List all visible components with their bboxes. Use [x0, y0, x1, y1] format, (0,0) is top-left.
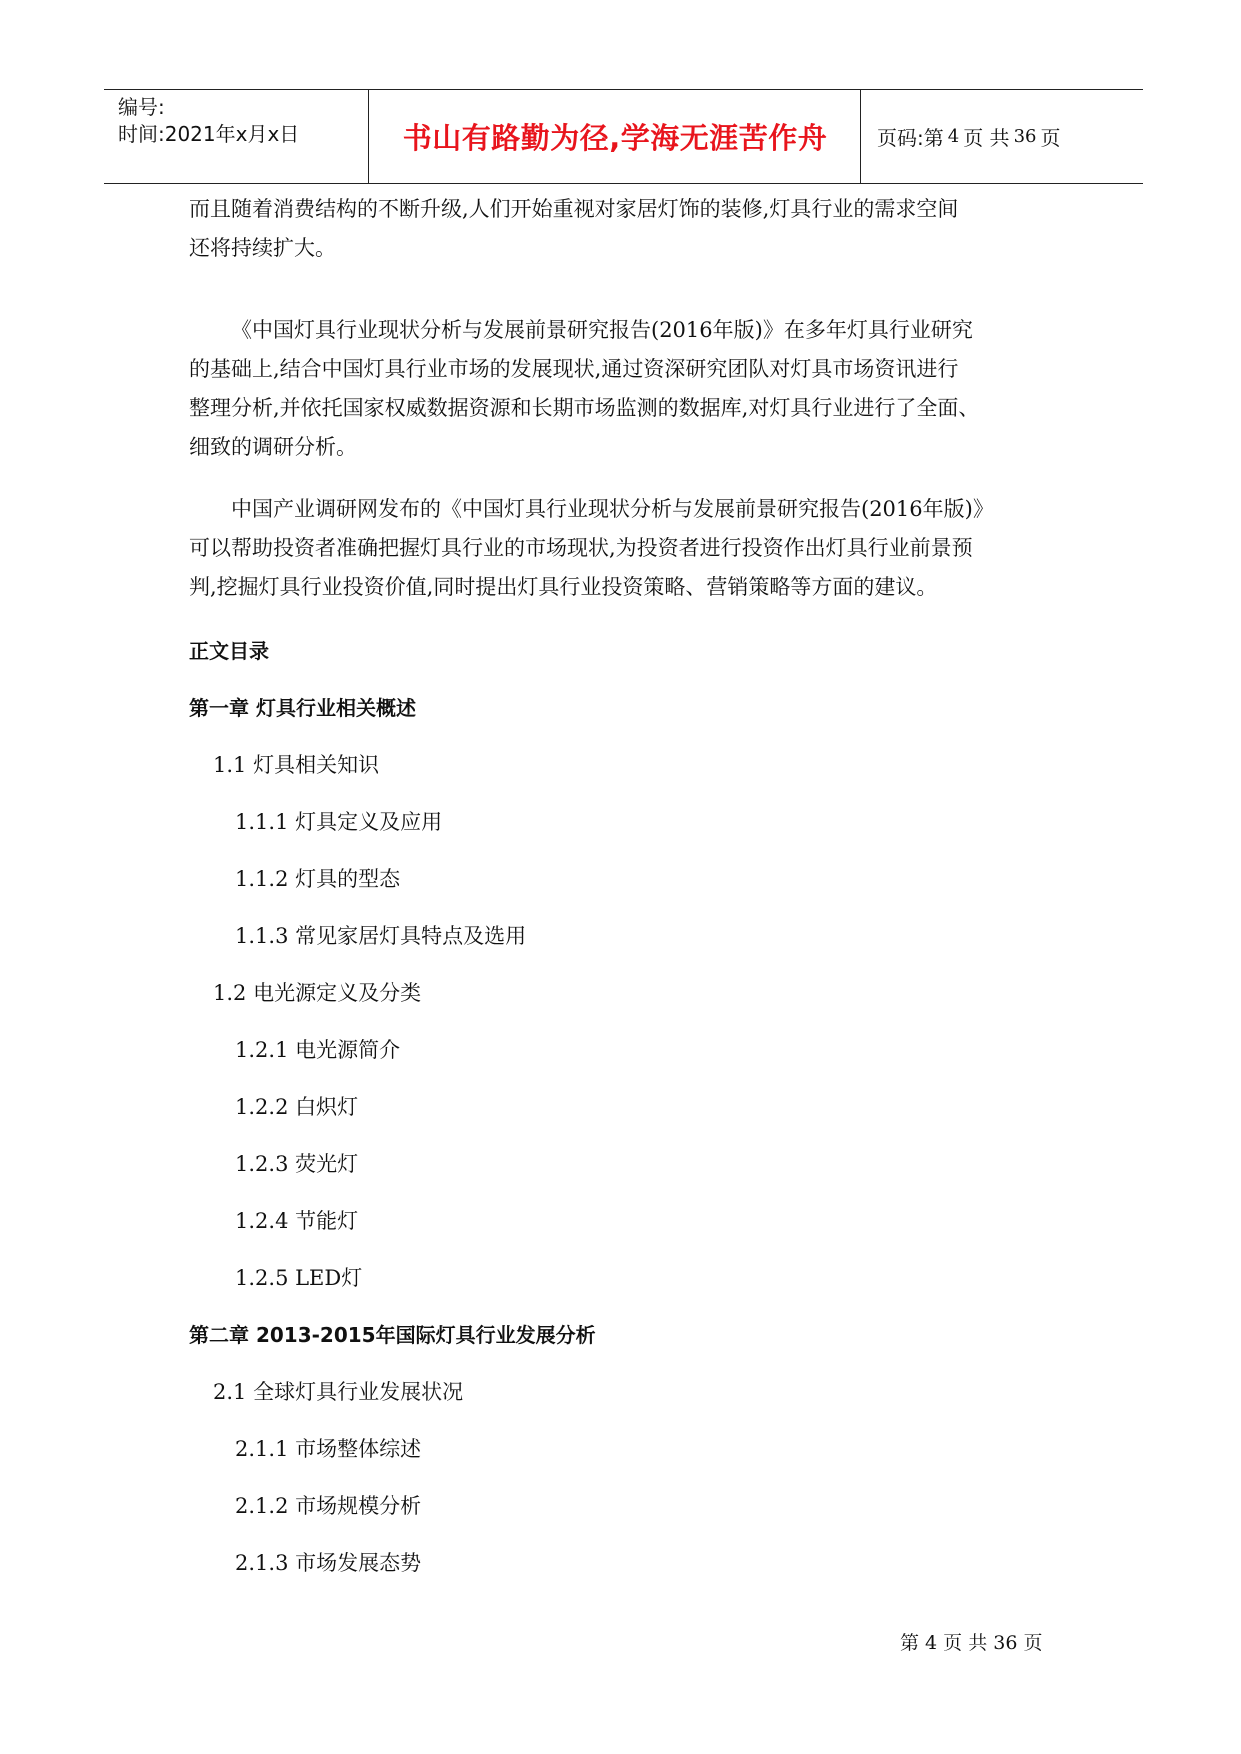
toc-section[interactable]: 1.2 电光源定义及分类 [213, 981, 422, 1005]
toc-subsection[interactable]: 2.1.3 市场发展态势 [235, 1551, 422, 1575]
paragraph [189, 190, 1069, 268]
page-current: 4 [947, 126, 960, 147]
paragraph-line: 而且随着消费结构的不断升级,人们开始重视对家居灯饰的装修,灯具行业的需求空间 [189, 197, 959, 221]
paragraph-line: 整理分析,并依托国家权威数据资源和长期市场监测的数据库,对灯具行业进行了全面、 [189, 396, 980, 420]
paragraph-line: 细致的调研分析。 [189, 435, 357, 459]
toc-chapter[interactable]: 第二章 2013-2015年国际灯具行业发展分析 [189, 1323, 596, 1347]
paragraph-line: 可以帮助投资者准确把握灯具行业的市场现状,为投资者进行投资作出灯具行业前景预 [189, 536, 973, 560]
header-page-indicator [877, 90, 1060, 183]
paragraph-line: 中国产业调研网发布的《中国灯具行业现状分析与发展前景研究报告(2016年版)》 [231, 497, 994, 521]
toc-subsection[interactable]: 1.2.1 电光源简介 [235, 1038, 401, 1062]
toc-subsection[interactable]: 1.1.3 常见家居灯具特点及选用 [235, 924, 527, 948]
page-suffix: 页 [1040, 126, 1061, 150]
page-header [104, 89, 1143, 184]
page-mid: 页 共 [963, 126, 1010, 150]
toc-section[interactable]: 1.1 灯具相关知识 [213, 753, 380, 777]
header-meta [118, 90, 368, 183]
toc-subsection[interactable]: 1.1.1 灯具定义及应用 [235, 810, 443, 834]
header-divider [368, 90, 369, 183]
header-divider [860, 90, 861, 183]
paragraph [189, 490, 1069, 607]
toc-chapter[interactable]: 第一章 灯具行业相关概述 [189, 696, 416, 720]
toc-subsection[interactable]: 1.2.4 节能灯 [235, 1209, 359, 1233]
document-time-label: 时间:2021年x月x日 [118, 122, 300, 146]
header-motto: 书山有路勤为径,学海无涯苦作舟 [402, 121, 828, 155]
toc-section[interactable]: 2.1 全球灯具行业发展状况 [213, 1380, 464, 1404]
toc-subsection[interactable]: 2.1.1 市场整体综述 [235, 1437, 422, 1461]
toc-subsection[interactable]: 1.1.2 灯具的型态 [235, 867, 401, 891]
toc-subsection[interactable]: 1.2.5 LED灯 [235, 1266, 363, 1290]
page-total: 36 [1013, 126, 1037, 147]
paragraph-line: 还将持续扩大。 [189, 236, 336, 260]
paragraph-line: 《中国灯具行业现状分析与发展前景研究报告(2016年版)》在多年灯具行业研究 [231, 318, 973, 342]
toc-subsection[interactable]: 2.1.2 市场规模分析 [235, 1494, 422, 1518]
toc-subsection[interactable]: 1.2.2 白炽灯 [235, 1095, 359, 1119]
paragraph-line: 判,挖掘灯具行业投资价值,同时提出灯具行业投资策略、营销策略等方面的建议。 [189, 575, 938, 599]
document-number-label: 编号: [118, 95, 165, 119]
paragraph [189, 311, 1069, 467]
paragraph-line: 的基础上,结合中国灯具行业市场的发展现状,通过资深研究团队对灯具市场资讯进行 [189, 357, 959, 381]
toc-title: 正文目录 [189, 639, 269, 663]
page-prefix: 页码:第 [877, 126, 944, 150]
page-footer: 第 4 页 共 36 页 [900, 1632, 1043, 1654]
toc-subsection[interactable]: 1.2.3 荧光灯 [235, 1152, 359, 1176]
